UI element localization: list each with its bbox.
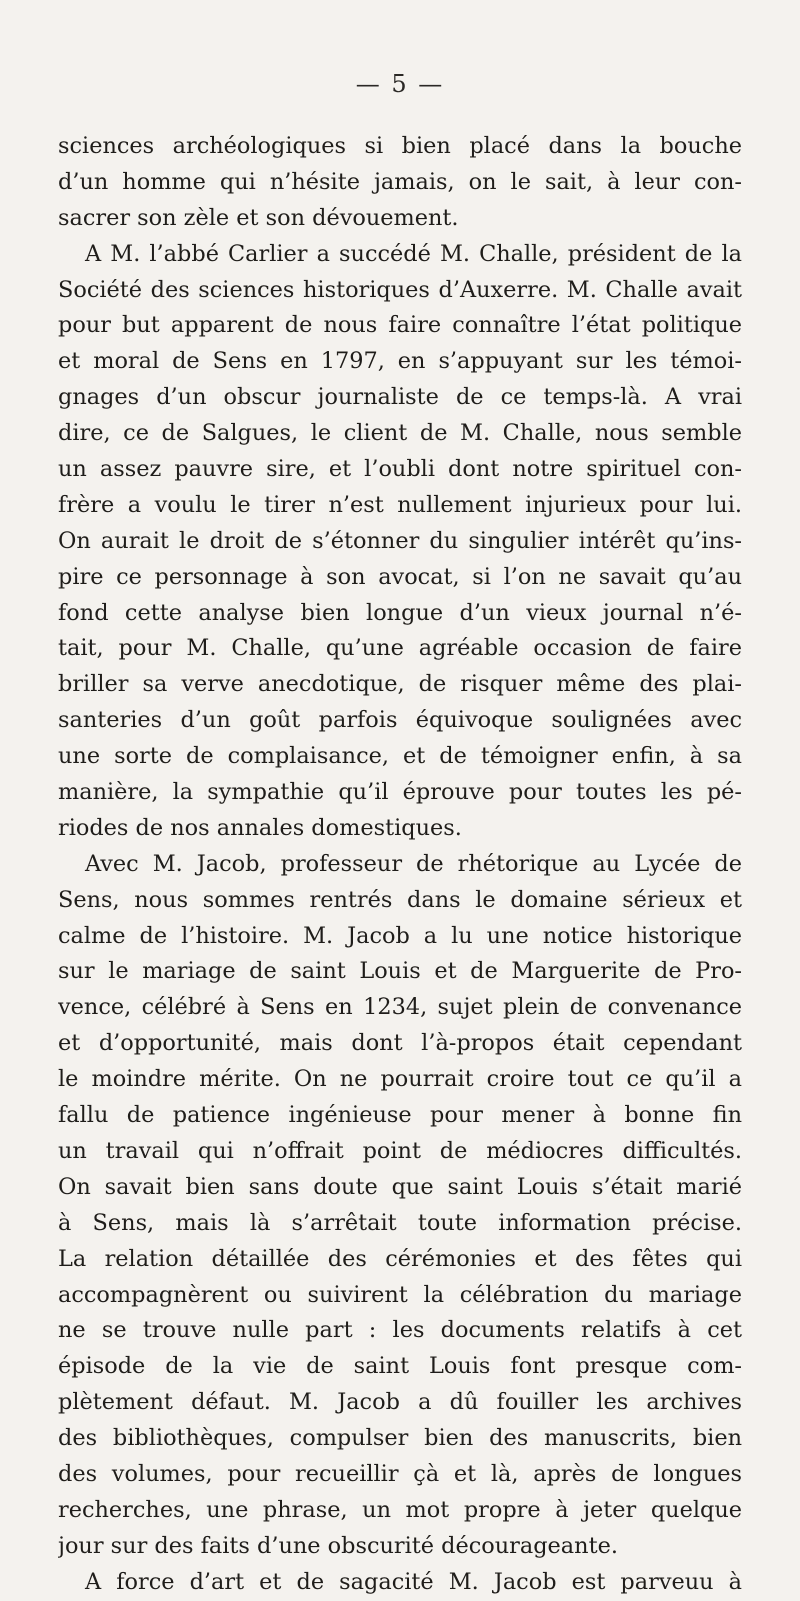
text-line: santeries d’un goût parfois équivoque soulignées avec bbox=[58, 707, 742, 734]
text-line: à Sens, mais là s’arrêtait toute information précise. bbox=[58, 1209, 742, 1236]
text-line: A force d’art et de sagacité M. Jacob est parveuu à bbox=[85, 1568, 742, 1595]
text-line: jour sur des faits d’une obscurité décourageante. bbox=[58, 1532, 618, 1559]
text-line: sciences archéologiques si bien placé dans la bouche bbox=[58, 133, 742, 159]
text-line: le moindre mérite. On ne pourrait croire tout ce qu’il a bbox=[58, 1066, 742, 1093]
text-line: des bibliothèques, compulser bien des manuscrits, bien bbox=[58, 1425, 742, 1452]
text-line: fallu de patience ingénieuse pour mener à bonne fin bbox=[58, 1102, 742, 1129]
text-line: pire ce personnage à son avocat, si l’on ne savait qu’au bbox=[58, 563, 742, 590]
text-line: accompagnèrent ou suivirent la célébration du mariage bbox=[58, 1281, 742, 1308]
text-line: Avec M. Jacob, professeur de rhétorique au Lycée de bbox=[85, 850, 742, 877]
text-line: Société des sciences historiques d’Auxerre. M. Challe avait bbox=[58, 276, 742, 303]
text-line: d’un homme qui n’hésite jamais, on le sait, à leur con- bbox=[58, 168, 742, 195]
text-line: un assez pauvre sire, et l’oubli dont notre spirituel con- bbox=[58, 456, 742, 483]
text-line: manière, la sympathie qu’il éprouve pour toutes les pé- bbox=[58, 779, 742, 806]
text-line: frère a voulu le tirer n’est nullement injurieux pour lui. bbox=[58, 491, 742, 518]
text-line: gnages d’un obscur journaliste de ce temps-là. A vrai bbox=[58, 384, 742, 411]
body-text bbox=[58, 129, 742, 1601]
text-line: riodes de nos annales domestiques. bbox=[58, 814, 462, 841]
text-line: dire, ce de Salgues, le client de M. Challe, nous semble bbox=[58, 420, 742, 447]
text-line: vence, célébré à Sens en 1234, sujet plein de convenance bbox=[58, 994, 742, 1021]
text-line: Sens, nous sommes rentrés dans le domaine sérieux et bbox=[58, 886, 742, 913]
text-line: sacrer son zèle et son dévouement. bbox=[58, 204, 459, 231]
text-line: briller sa verve anecdotique, de risquer même des plai- bbox=[58, 671, 742, 698]
text-line: pour but apparent de nous faire connaître l’état politique bbox=[58, 312, 742, 339]
text-line: fond cette analyse bien longue d’un vieux journal n’é- bbox=[58, 599, 742, 626]
page-number: — 5 — bbox=[355, 70, 445, 98]
text-line: et moral de Sens en 1797, en s’appuyant sur les témoi- bbox=[58, 348, 742, 375]
text-line: plètement défaut. M. Jacob a dû fouiller les archives bbox=[58, 1389, 742, 1416]
text-line: tait, pour M. Challe, qu’une agréable occasion de faire bbox=[58, 635, 742, 662]
text-line: des volumes, pour recueillir çà et là, après de longues bbox=[58, 1460, 742, 1487]
text-line: On savait bien sans doute que saint Louis s’était marié bbox=[58, 1173, 742, 1200]
text-line: épisode de la vie de saint Louis font presque com- bbox=[58, 1353, 742, 1380]
text-line: A M. l’abbé Carlier a succédé M. Challe, président de la bbox=[85, 240, 742, 267]
text-line: calme de l’histoire. M. Jacob a lu une notice historique bbox=[58, 922, 742, 949]
text-line: On aurait le droit de s’étonner du singulier intérêt qu’ins- bbox=[58, 527, 742, 554]
text-line: un travail qui n’offrait point de médiocres difficultés. bbox=[58, 1137, 742, 1164]
text-line: sur le mariage de saint Louis et de Marguerite de Pro- bbox=[58, 958, 742, 985]
text-line: ne se trouve nulle part : les documents relatifs à cet bbox=[58, 1317, 742, 1344]
text-line: La relation détaillée des cérémonies et des fêtes qui bbox=[58, 1245, 742, 1272]
text-line: recherches, une phrase, un mot propre à jeter quelque bbox=[58, 1496, 742, 1523]
text-line: et d’opportunité, mais dont l’à-propos était cependant bbox=[58, 1030, 742, 1057]
text-line: une sorte de complaisance, et de témoigner enfin, à sa bbox=[58, 743, 742, 770]
